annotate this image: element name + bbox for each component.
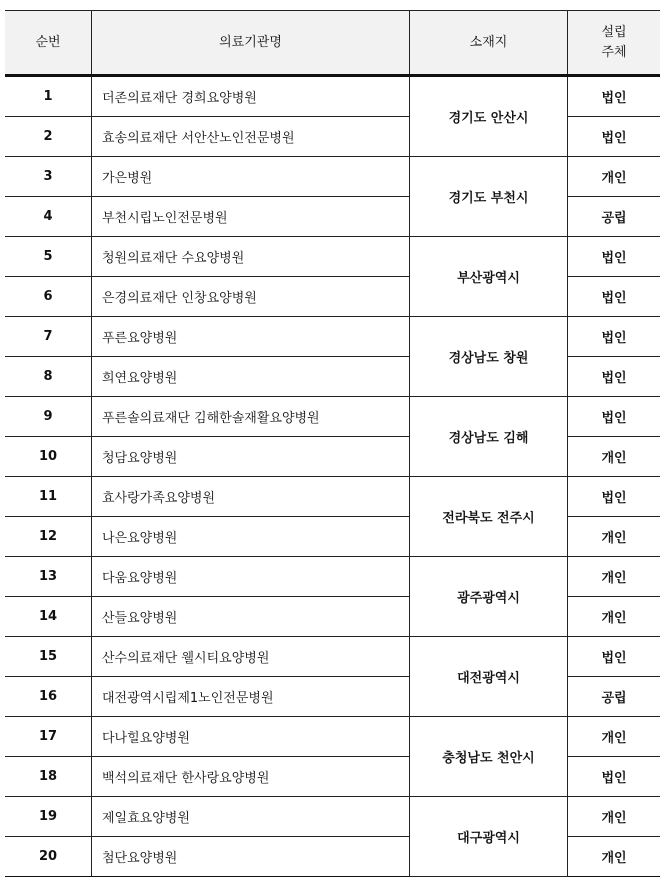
location: 경상남도 김해 — [410, 397, 568, 477]
header-type-line2: 주체 — [601, 44, 627, 60]
location: 광주광역시 — [410, 557, 568, 637]
establishment-type: 법인 — [568, 477, 661, 517]
establishment-type: 개인 — [568, 157, 661, 197]
hospital-name: 산수의료재단 웰시티요양병원 — [92, 637, 410, 677]
hospital-name: 나은요양병원 — [92, 517, 410, 557]
location: 경상남도 창원 — [410, 317, 568, 397]
establishment-type: 개인 — [568, 517, 661, 557]
location: 대구광역시 — [410, 797, 568, 877]
establishment-type: 개인 — [568, 837, 661, 877]
location: 경기도 안산시 — [410, 76, 568, 157]
location: 경기도 부천시 — [410, 157, 568, 237]
hospital-name: 첨단요양병원 — [92, 837, 410, 877]
hospital-name: 가은병원 — [92, 157, 410, 197]
establishment-type: 법인 — [568, 357, 661, 397]
establishment-type: 공립 — [568, 677, 661, 717]
location: 전라북도 전주시 — [410, 477, 568, 557]
hospital-table — [5, 10, 660, 877]
row-number: 2 — [5, 117, 92, 157]
row-number: 15 — [5, 637, 92, 677]
table-row — [5, 397, 660, 437]
hospital-name: 대전광역시립제1노인전문병원 — [92, 677, 410, 717]
row-number: 4 — [5, 197, 92, 237]
header-name: 의료기관명 — [92, 11, 410, 76]
row-number: 20 — [5, 837, 92, 877]
table-row — [5, 717, 660, 757]
hospital-name: 다움요양병원 — [92, 557, 410, 597]
establishment-type: 법인 — [568, 76, 661, 117]
location: 충청남도 천안시 — [410, 717, 568, 797]
table-row — [5, 237, 660, 277]
header-no: 순번 — [5, 11, 92, 76]
hospital-name: 효사랑가족요양병원 — [92, 477, 410, 517]
header-type-line1: 설립 — [601, 24, 627, 40]
hospital-name: 청원의료재단 수요양병원 — [92, 237, 410, 277]
establishment-type: 법인 — [568, 397, 661, 437]
table-row — [5, 557, 660, 597]
table-row — [5, 477, 660, 517]
table-row — [5, 76, 660, 117]
row-number: 7 — [5, 317, 92, 357]
establishment-type: 개인 — [568, 797, 661, 837]
row-number: 9 — [5, 397, 92, 437]
table-row — [5, 157, 660, 197]
establishment-type: 공립 — [568, 197, 661, 237]
hospital-name: 희연요양병원 — [92, 357, 410, 397]
row-number: 12 — [5, 517, 92, 557]
row-number: 11 — [5, 477, 92, 517]
location: 대전광역시 — [410, 637, 568, 717]
hospital-name: 푸른솔의료재단 김해한솔재활요양병원 — [92, 397, 410, 437]
table-row — [5, 637, 660, 677]
row-number: 13 — [5, 557, 92, 597]
hospital-name: 산들요양병원 — [92, 597, 410, 637]
row-number: 19 — [5, 797, 92, 837]
row-number: 17 — [5, 717, 92, 757]
hospital-name: 효송의료재단 서안산노인전문병원 — [92, 117, 410, 157]
establishment-type: 법인 — [568, 317, 661, 357]
establishment-type: 법인 — [568, 637, 661, 677]
table-row — [5, 317, 660, 357]
row-number: 10 — [5, 437, 92, 477]
row-number: 1 — [5, 76, 92, 117]
establishment-type: 법인 — [568, 277, 661, 317]
hospital-name: 푸른요양병원 — [92, 317, 410, 357]
row-number: 5 — [5, 237, 92, 277]
establishment-type: 법인 — [568, 117, 661, 157]
establishment-type: 개인 — [568, 557, 661, 597]
header-location: 소재지 — [410, 11, 568, 76]
table-row — [5, 797, 660, 837]
hospital-name: 은경의료재단 인창요양병원 — [92, 277, 410, 317]
row-number: 8 — [5, 357, 92, 397]
row-number: 16 — [5, 677, 92, 717]
row-number: 3 — [5, 157, 92, 197]
hospital-name: 제일효요양병원 — [92, 797, 410, 837]
row-number: 18 — [5, 757, 92, 797]
header-row — [5, 11, 660, 76]
header-type — [568, 11, 661, 76]
establishment-type: 법인 — [568, 757, 661, 797]
row-number: 14 — [5, 597, 92, 637]
establishment-type: 법인 — [568, 237, 661, 277]
hospital-name: 부천시립노인전문병원 — [92, 197, 410, 237]
hospital-name: 다나힐요양병원 — [92, 717, 410, 757]
hospital-name: 청담요양병원 — [92, 437, 410, 477]
establishment-type: 개인 — [568, 437, 661, 477]
row-number: 6 — [5, 277, 92, 317]
establishment-type: 개인 — [568, 717, 661, 757]
hospital-name: 백석의료재단 한사랑요양병원 — [92, 757, 410, 797]
hospital-name: 더존의료재단 경희요양병원 — [92, 76, 410, 117]
establishment-type: 개인 — [568, 597, 661, 637]
location: 부산광역시 — [410, 237, 568, 317]
